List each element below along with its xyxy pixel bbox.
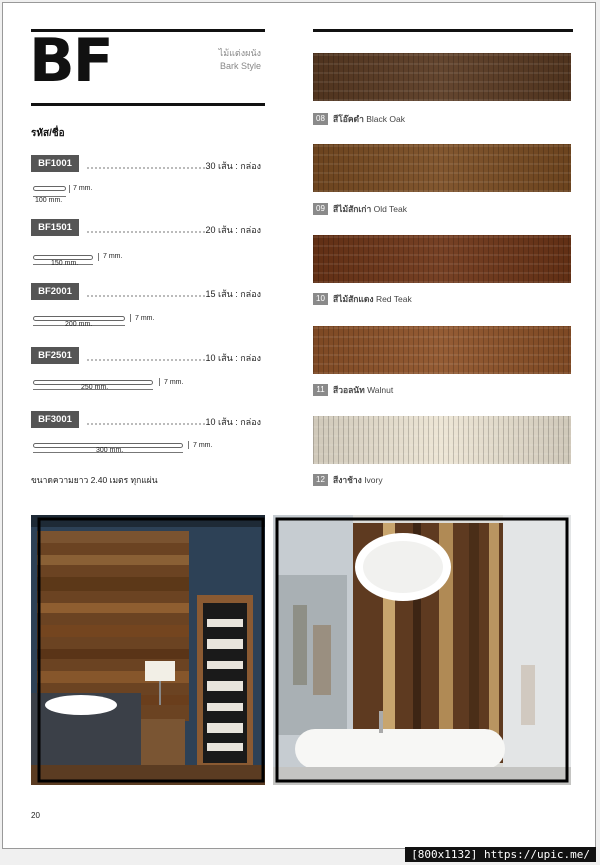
swatch-black-oak xyxy=(313,53,571,101)
length-label: 250 mm. xyxy=(81,384,109,391)
title-underline-rule xyxy=(31,103,265,106)
length-label: 100 mm. xyxy=(35,197,63,204)
page-title: BF xyxy=(29,26,112,96)
swatch-name-english: Ivory xyxy=(364,475,383,485)
board-diagram xyxy=(33,186,66,191)
swatch-label xyxy=(333,474,383,486)
product-code-bf1001: BF1001 xyxy=(31,155,79,172)
thickness-dimension-line xyxy=(188,441,189,449)
thickness-dimension-line xyxy=(159,378,160,386)
swatch-name-thai: สีไม้สักแดง xyxy=(333,294,374,304)
bathroom-photo xyxy=(273,515,571,785)
product-qty: 30 เส้น : กล่อง xyxy=(205,161,261,171)
swatch-name-english: Black Oak xyxy=(366,114,405,124)
bark-wall-panel xyxy=(37,531,189,721)
swatch-name-thai: สีวอลนัท xyxy=(333,385,365,395)
thickness-label: 7 mm. xyxy=(135,315,155,322)
thickness-dimension-line xyxy=(98,253,99,261)
swatch-number: 11 xyxy=(313,384,328,396)
swatch-name-english: Red Teak xyxy=(375,294,412,304)
swatch-old-teak xyxy=(313,144,571,192)
swatch-ivory xyxy=(313,416,571,464)
product-code-bf3001: BF3001 xyxy=(31,411,79,428)
swatch-name-thai: สีโอ๊คดำ xyxy=(333,114,364,124)
swatch-name-english: Old Teak xyxy=(373,204,407,214)
swatch-label xyxy=(333,203,407,215)
top-rule-right xyxy=(313,29,573,32)
dotted-leader xyxy=(87,167,205,169)
swatch-label xyxy=(333,113,405,125)
length-label: 150 mm. xyxy=(51,260,79,267)
thickness-label: 7 mm. xyxy=(73,185,93,192)
swatch-number: 09 xyxy=(313,203,328,215)
subtitle-english: Bark Style xyxy=(219,61,261,71)
product-code-bf2501: BF2501 xyxy=(31,347,79,364)
swatch-name-thai: สีงาช้าง xyxy=(333,475,362,485)
page-subtitle xyxy=(219,47,261,73)
dotted-leader xyxy=(87,359,205,361)
swatch-number: 10 xyxy=(313,293,328,305)
product-code-bf2001: BF2001 xyxy=(31,283,79,300)
swatch-name-english: Walnut xyxy=(367,385,394,395)
swatch-label xyxy=(333,384,393,396)
product-qty: 10 เส้น : กล่อง xyxy=(205,417,261,427)
swatch-number: 12 xyxy=(313,474,328,486)
thickness-label: 7 mm. xyxy=(103,253,123,260)
swatch-red-teak xyxy=(313,235,571,283)
swatch-number: 08 xyxy=(313,113,328,125)
thickness-label: 7 mm. xyxy=(164,379,184,386)
dotted-leader xyxy=(87,295,205,297)
product-qty: 10 เส้น : กล่อง xyxy=(205,353,261,363)
product-qty: 15 เส้น : กล่อง xyxy=(205,289,261,299)
dotted-leader xyxy=(87,423,205,425)
thickness-label: 7 mm. xyxy=(193,442,213,449)
product-code-bf1501: BF1501 xyxy=(31,219,79,236)
length-label: 200 mm. xyxy=(65,321,93,328)
section-label: รหัส/ชื่อ xyxy=(31,128,65,139)
image-host-footer[interactable]: [800x1132] https://upic.me/ xyxy=(405,847,596,862)
swatch-label xyxy=(333,293,412,305)
catalog-page xyxy=(2,2,596,849)
thickness-dimension-line xyxy=(130,314,131,322)
length-note: ขนาดความยาว 2.40 เมตร ทุกแผ่น xyxy=(31,475,158,485)
subtitle-thai: ไม้แต่งผนัง xyxy=(218,48,261,58)
dotted-leader xyxy=(87,231,205,233)
bedroom-photo xyxy=(31,515,265,785)
thickness-dimension-line xyxy=(69,185,70,193)
length-label: 300 mm. xyxy=(96,447,124,454)
swatch-walnut xyxy=(313,326,571,374)
swatch-name-thai: สีไม้สักเก่า xyxy=(333,204,372,214)
product-qty: 20 เส้น : กล่อง xyxy=(205,225,261,235)
page-number: 20 xyxy=(31,811,40,820)
